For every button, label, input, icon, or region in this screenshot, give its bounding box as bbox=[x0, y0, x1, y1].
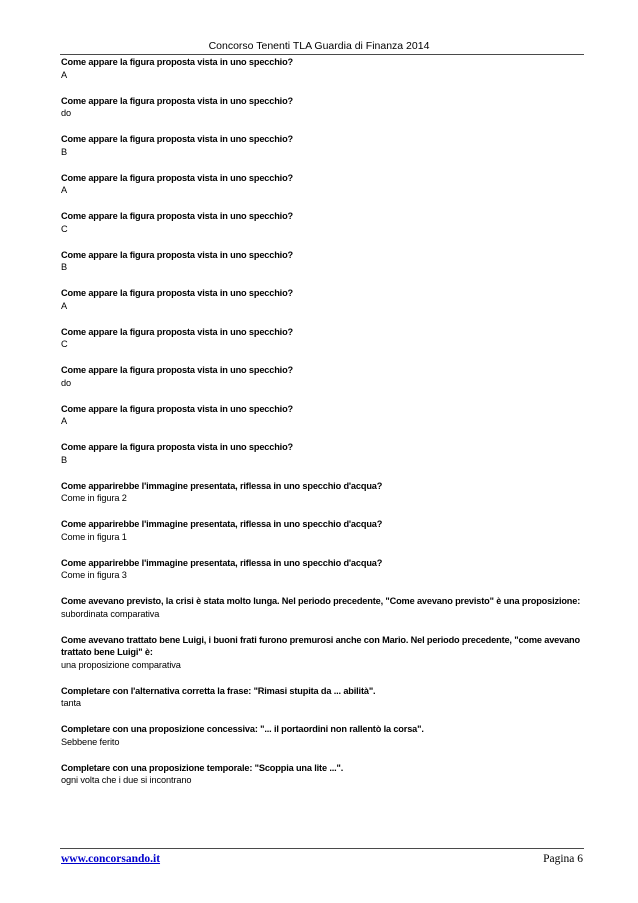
answer-text: A bbox=[61, 300, 68, 311]
question-text: Come appare la figura proposta vista in uno specchio? bbox=[61, 134, 293, 144]
qa-item bbox=[61, 518, 583, 543]
question-text: Come appare la figura proposta vista in uno specchio? bbox=[61, 403, 293, 414]
qa-item bbox=[61, 172, 583, 197]
qa-item bbox=[61, 557, 583, 582]
question-text: Come appare la figura proposta vista in uno specchio? bbox=[61, 172, 293, 183]
qa-item bbox=[61, 56, 583, 81]
answer-text: do bbox=[61, 108, 72, 118]
answer-text: A bbox=[61, 416, 68, 426]
question-text: Come apparirebbe l'immagine presentata, riflessa in uno specchio d'acqua? bbox=[61, 557, 383, 568]
question-text: Come appare la figura proposta vista in uno specchio? bbox=[61, 249, 293, 260]
answer-text: una proposizione comparativa bbox=[61, 659, 181, 670]
qa-item bbox=[61, 441, 583, 466]
answer-text: Come in figura 3 bbox=[61, 570, 127, 580]
qa-item bbox=[61, 133, 583, 158]
qa-item bbox=[61, 364, 583, 389]
qa-item bbox=[61, 210, 583, 235]
qa-item bbox=[61, 403, 583, 428]
question-text: Come appare la figura proposta vista in uno specchio? bbox=[61, 211, 293, 221]
question-list bbox=[61, 56, 583, 800]
answer-text: Sebbene ferito bbox=[61, 736, 120, 747]
qa-item bbox=[61, 685, 583, 710]
qa-item bbox=[61, 595, 583, 620]
page-header-title: Concorso Tenenti TLA Guardia di Finanza 2014 bbox=[208, 40, 430, 52]
qa-item bbox=[61, 287, 583, 312]
qa-item bbox=[61, 634, 583, 672]
footer-divider bbox=[60, 848, 584, 849]
header-divider bbox=[60, 54, 584, 55]
answer-text: B bbox=[61, 454, 68, 465]
qa-item bbox=[61, 326, 583, 351]
page-number: Pagina 6 bbox=[543, 853, 583, 865]
question-text: Completare con una proposizione concessiva: "... il portaordini non rallentò la corsa". bbox=[61, 724, 424, 734]
qa-item bbox=[61, 762, 583, 787]
answer-text: A bbox=[61, 185, 68, 195]
question-text: Come appare la figura proposta vista in uno specchio? bbox=[61, 365, 293, 375]
question-text: Come avevano previsto, la crisi è stata molto lunga. Nel periodo precedente, "Come avevano previsto" è una proposizione: bbox=[61, 596, 581, 606]
answer-text: Come in figura 2 bbox=[61, 493, 127, 503]
answer-text: tanta bbox=[61, 698, 81, 708]
question-text: Come apparirebbe l'immagine presentata, riflessa in uno specchio d'acqua? bbox=[61, 480, 383, 491]
answer-text: ogni volta che i due si incontrano bbox=[61, 775, 192, 785]
answer-text: Come in figura 1 bbox=[61, 531, 127, 542]
qa-item bbox=[61, 480, 583, 505]
answer-text: B bbox=[61, 262, 68, 272]
question-text: Come appare la figura proposta vista in uno specchio? bbox=[61, 442, 293, 452]
question-text: Come apparirebbe l'immagine presentata, riflessa in uno specchio d'acqua? bbox=[61, 519, 383, 529]
question-text: Come appare la figura proposta vista in uno specchio? bbox=[61, 288, 293, 298]
answer-text: do bbox=[61, 377, 72, 388]
question-text: Completare con l'alternativa corretta la frase: "Rimasi stupita da ... abilità". bbox=[61, 685, 376, 696]
footer-site-link[interactable]: www.concorsando.it bbox=[61, 853, 161, 865]
answer-text: subordinata comparativa bbox=[61, 608, 160, 619]
qa-item bbox=[61, 249, 583, 274]
answer-text: B bbox=[61, 146, 68, 157]
question-text: Come appare la figura proposta vista in uno specchio? bbox=[61, 57, 293, 67]
qa-item bbox=[61, 723, 583, 748]
question-text: Come appare la figura proposta vista in uno specchio? bbox=[61, 326, 293, 337]
question-text: Come avevano trattato bene Luigi, i buoni frati furono premurosi anche con Mario. Nel periodo precedente, "come avevano trattato bene Luigi" è: bbox=[61, 634, 580, 657]
answer-text: C bbox=[61, 223, 68, 234]
answer-text: A bbox=[61, 69, 68, 80]
question-text: Come appare la figura proposta vista in uno specchio? bbox=[61, 95, 293, 106]
qa-item bbox=[61, 95, 583, 120]
question-text: Completare con una proposizione temporale: "Scoppia una lite ...". bbox=[61, 762, 344, 773]
answer-text: C bbox=[61, 339, 68, 349]
